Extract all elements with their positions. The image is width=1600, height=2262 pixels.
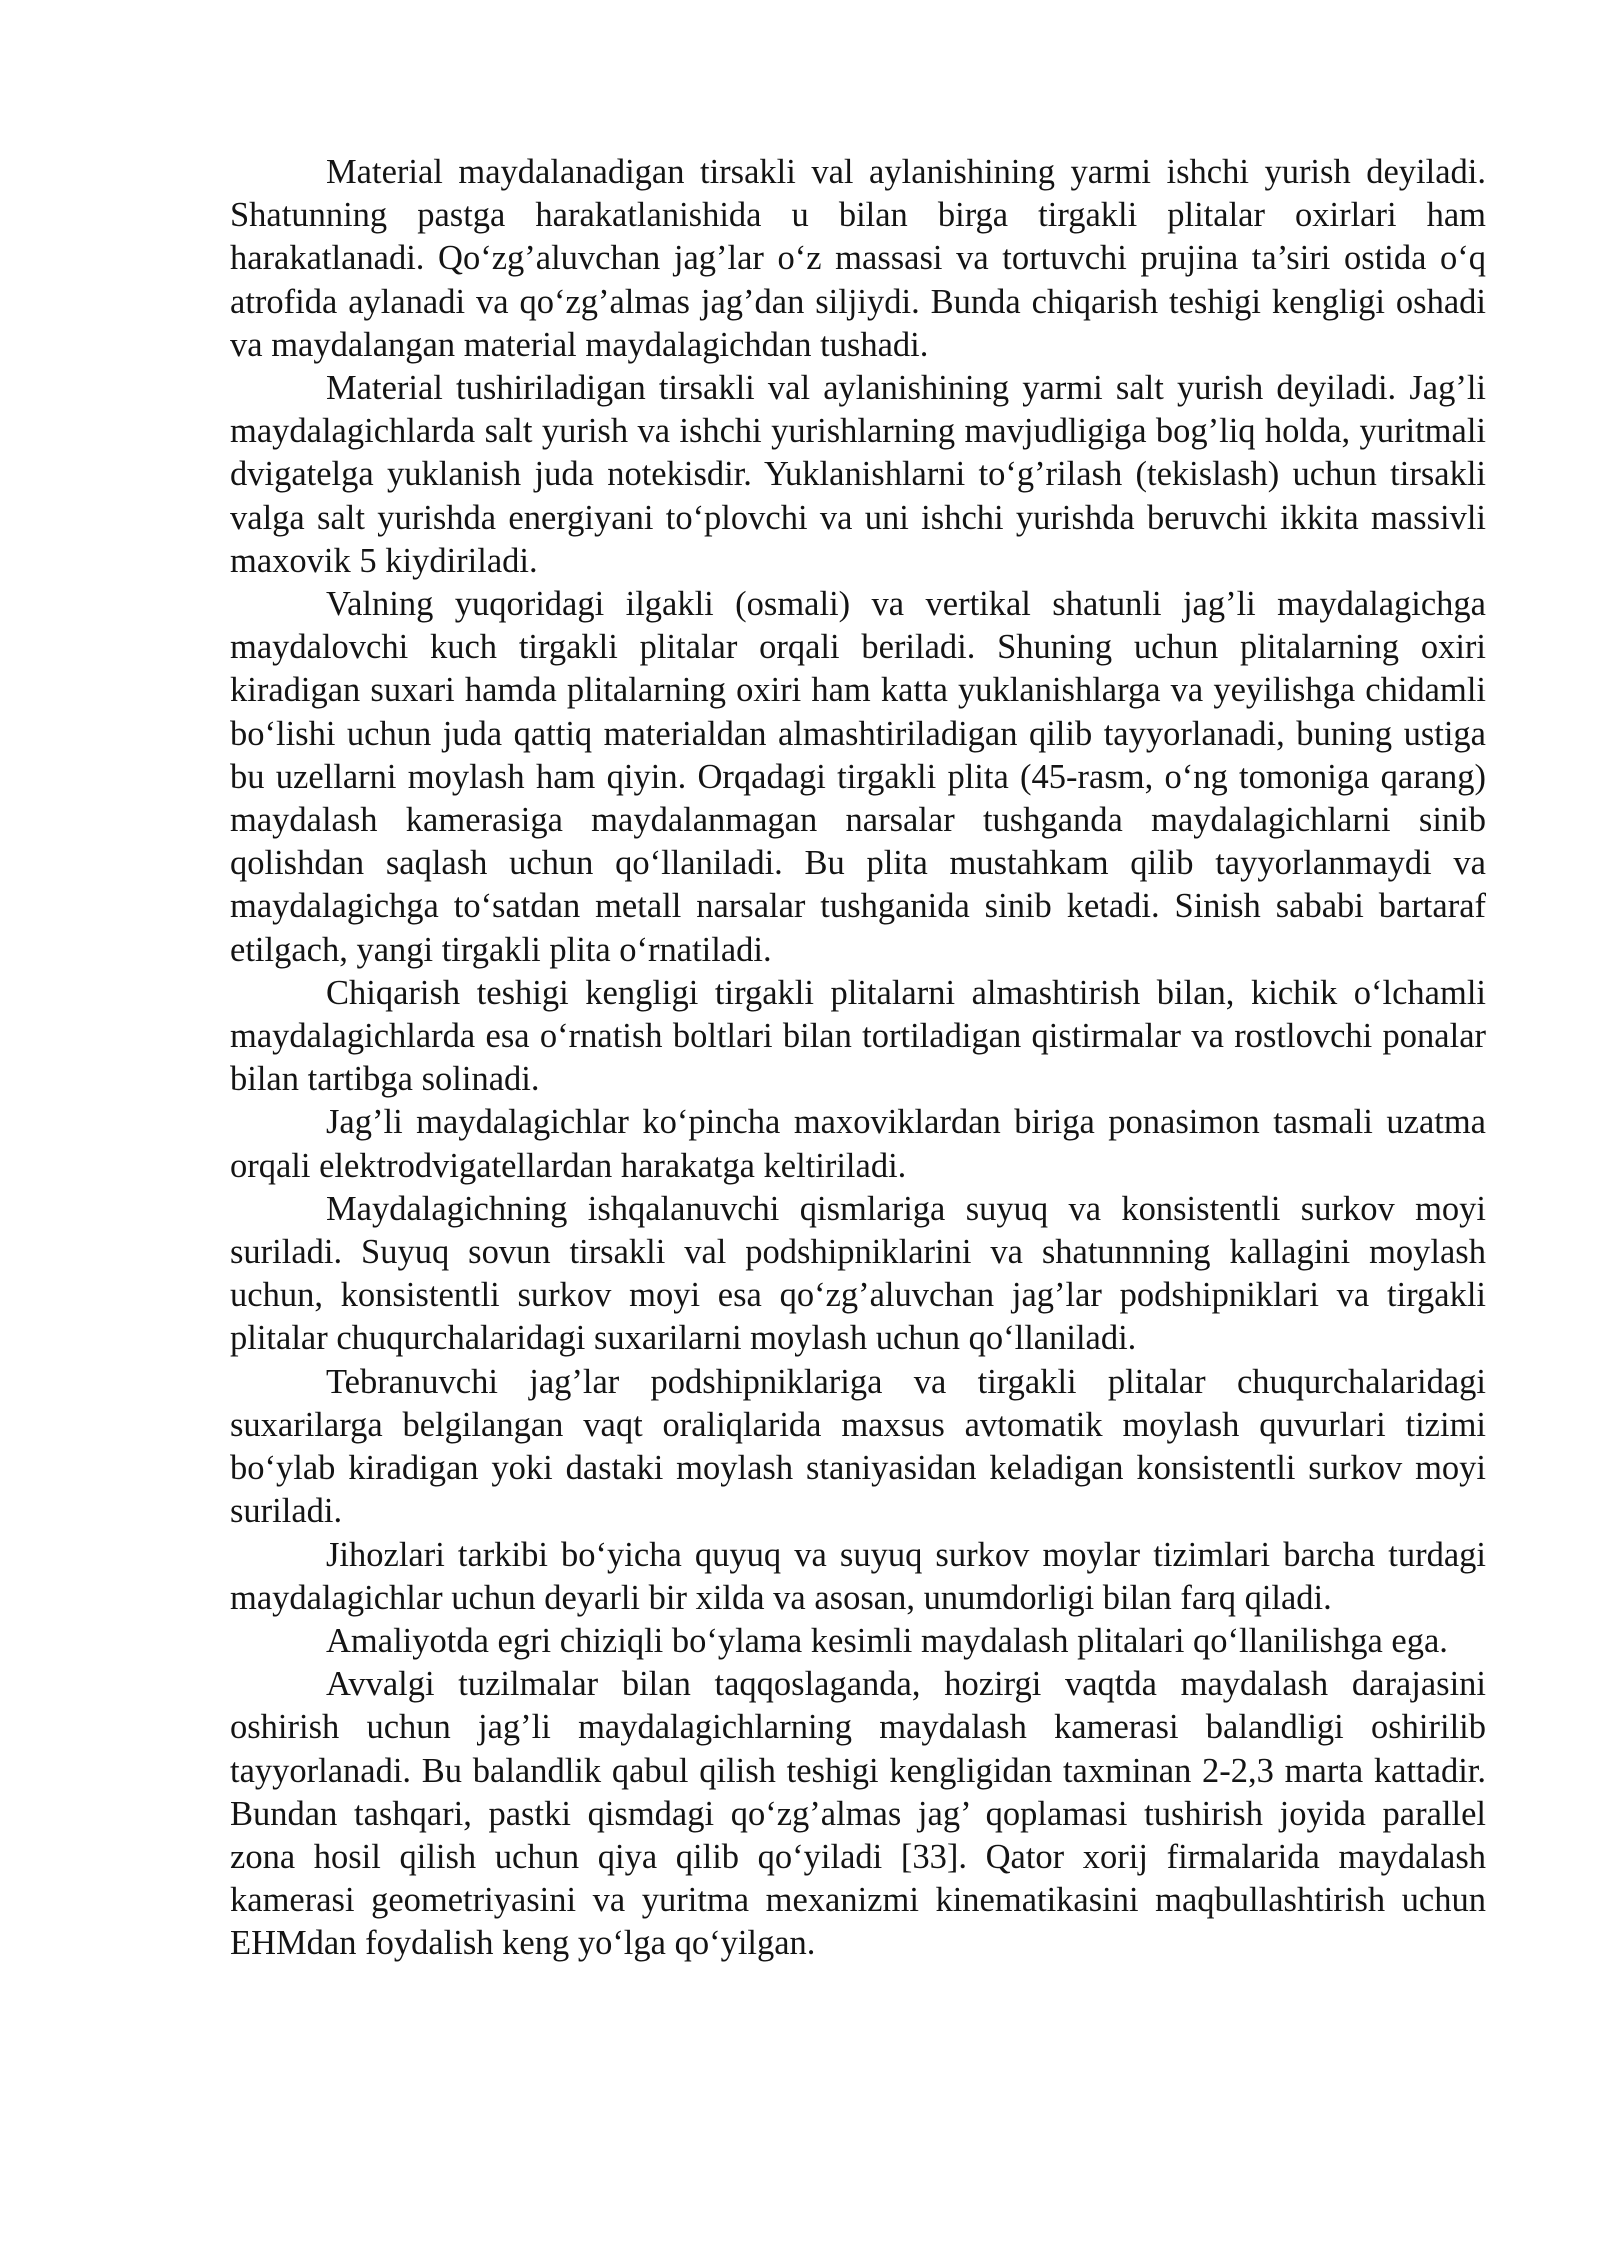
paragraph-discharge-width: Chiqarish teshigi kengligi tirgakli plitalarni almashtirish bilan, kichik o‘lchamli maydalagichlarda esa o‘rnatish boltlari bilan tortiladigan qistirmalar va rostlovchi ponalar bilan tartibga solinadi. — [230, 973, 1486, 1099]
paragraph-lubrication: Maydalagichning ishqalanuvchi qismlariga suyuq va konsistentli surkov moyi suriladi. Suyuq sovun tirsakli val podshipniklarini va shatunnning kallagini moylash uchun, konsistentli surkov moyi esa qo‘zg’aluvchan jag’lar podshipniklari va tirgakli plitalar chuqurchalaridagi suxarilarni moylash uchun qo‘llaniladi. — [230, 1189, 1486, 1358]
paragraph-working-stroke: Material maydalanadigan tirsakli val aylanishining yarmi ishchi yurish deyiladi. Shatunning pastga harakatlanishida u bilan birga tirgakli plitalar oxirlari ham harakatlanadi. Qo‘zg’aluvchan jag’lar o‘z massasi va tortuvchi prujina ta’siri ostida o‘q atrofida aylanadi va qo‘zg’almas jag’dan siljiydi. Bunda chiqarish teshigi kengligi oshadi va maydalangan material maydalagichdan tushadi. — [230, 153, 1486, 364]
paragraph-crushing-force: Valning yuqoridagi ilgakli (osmali) va vertikal shatunli jag’li maydalagichga maydalovchi kuch tirgakli plitalar orqali beriladi. Shuning uchun plitalarning oxiri kiradigan suxari hamda plitalarning oxiri ham katta yuklanishlarga va yeyilishga chidamli bo‘lishi uchun juda qattiq materialdan almashtiriladigan qilib tayyorlanadi, buning ustiga bu uzellarni moylash ham qiyin. Orqadagi tirgakli plita (45-rasm, o‘ng tomoniga qarang) maydalash kamerasiga maydalanmagan narsalar tushganda maydalagichlarni sinib qolishdan saqlash uchun qo‘llaniladi. Bu plita mustahkam qilib tayyorlanmaydi va maydalagichga to‘satdan metall narsalar tushganida sinib ketadi. Sinish sababi bartaraf etilgach, yangi tirgakli plita o‘rnatiladi. — [230, 585, 1486, 969]
paragraph-idle-stroke: Material tushiriladigan tirsakli val aylanishining yarmi salt yurish deyiladi. Jag’li maydalagichlarda salt yurish va ishchi yurishlarning mavjudligiga bog’liq holda, yuritmali dvigatelga yuklanish juda notekisdir. Yuklanishlarni to‘g’rilash (tekislash) uchun tirsakli valga salt yurishda energiyani to‘plovchi va uni ishchi yurishda beruvchi ikkita massivli maxovik 5 kiydiriladi. — [230, 369, 1486, 580]
paragraph-modern-design: Avvalgi tuzilmalar bilan taqqoslaganda, hozirgi vaqtda maydalash darajasini oshirish uchun jag’li maydalagichlarning maydalash kamerasi balandligi oshirilib tayyorlanadi. Bu balandlik qabul qilish teshigi kengligidan taxminan 2-2,3 marta kattadir. Bundan tashqari, pastki qismdagi qo‘zg’almas jag’ qoplamasi tushirish joyida parallel zona hosil qilish uchun qiya qilib qo‘yiladi [33]. Qator xorij firmalarida maydalash kamerasi geometriyasini va yuritma mexanizmi kinematikasini maqbullashtirish uchun EHMdan foydalish keng yo‘lga qo‘yilgan. — [230, 1665, 1486, 1963]
document-body — [230, 151, 1486, 1966]
paragraph-curved-plates: Amaliyotda egri chiziqli bo‘ylama kesimli maydalash plitalari qo‘llanilishga ega. — [326, 1621, 1448, 1660]
paragraph-lubricant-systems: Jihozlari tarkibi bo‘yicha quyuq va suyuq surkov moylar tizimlari barcha turdagi maydalagichlar uchun deyarli bir xilda va asosan, unumdorligi bilan farq qiladi. — [230, 1535, 1486, 1617]
paragraph-lubrication-system: Tebranuvchi jag’lar podshipniklariga va tirgakli plitalar chuqurchalaridagi suxarilarga belgilangan vaqt oraliqlarida maxsus avtomatik moylash quvurlari tizimi bo‘ylab kiradigan yoki dastaki moylash staniyasidan keladigan konsistentli surkov moyi suriladi. — [230, 1362, 1486, 1531]
paragraph-drive: Jag’li maydalagichlar ko‘pincha maxoviklardan biriga ponasimon tasmali uzatma orqali elektrodvigatellardan harakatga keltiriladi. — [230, 1103, 1486, 1185]
